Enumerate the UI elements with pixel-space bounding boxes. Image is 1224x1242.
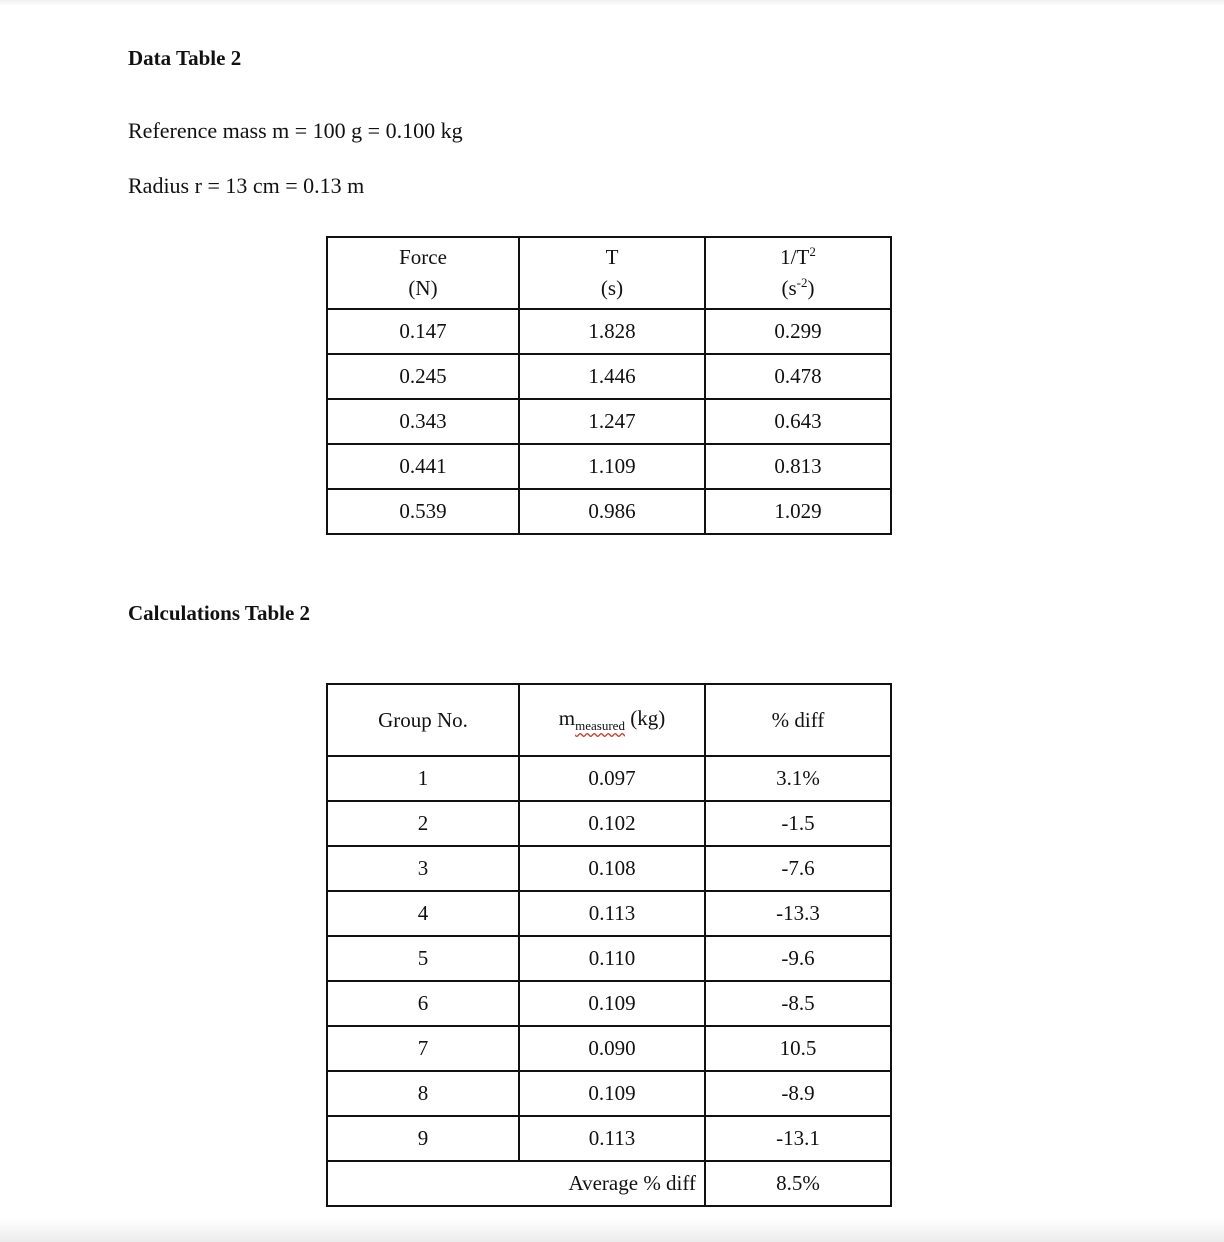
group-cell: 7 [327, 1026, 519, 1071]
header-group-no: Group No. [327, 684, 519, 756]
reference-mass-text: Reference mass m = 100 g = 0.100 kg [128, 118, 463, 143]
group-cell: 1 [327, 756, 519, 801]
data-table-header [327, 237, 891, 309]
mass-cell: 0.113 [519, 1116, 705, 1161]
period-cell: 1.109 [519, 444, 705, 489]
mass-cell: 0.097 [519, 756, 705, 801]
top-shade [0, 0, 1224, 6]
data-table [326, 236, 892, 535]
inverse-cell: 0.813 [705, 444, 891, 489]
diff-cell: -7.6 [705, 846, 891, 891]
table-row [327, 489, 891, 534]
table-row [327, 846, 891, 891]
header-mass-measured: $m_{measured}$ (kg) [519, 684, 705, 756]
diff-cell: -8.9 [705, 1071, 891, 1116]
diff-cell: -8.5 [705, 981, 891, 1026]
table-row [327, 1116, 891, 1161]
group-cell: 2 [327, 801, 519, 846]
table-row [327, 399, 891, 444]
table-row [327, 936, 891, 981]
table-row [327, 354, 891, 399]
force-cell: 0.245 [327, 354, 519, 399]
average-diff-label: Average % diff [327, 1161, 705, 1206]
force-cell: 0.441 [327, 444, 519, 489]
table-footer-row [327, 1161, 891, 1206]
average-diff-value: 8.5% [705, 1161, 891, 1206]
force-cell: 0.539 [327, 489, 519, 534]
period-cell: 0.986 [519, 489, 705, 534]
group-cell: 9 [327, 1116, 519, 1161]
table-row [327, 891, 891, 936]
period-cell: 1.446 [519, 354, 705, 399]
header-period: T (s) [519, 237, 705, 309]
header-percent-diff: % diff [705, 684, 891, 756]
table-row [327, 309, 891, 354]
group-cell: 6 [327, 981, 519, 1026]
inverse-cell: 1.029 [705, 489, 891, 534]
calculations-table [326, 683, 892, 1207]
group-cell: 5 [327, 936, 519, 981]
calculations-table-title: Calculations Table 2 [128, 601, 311, 625]
mass-cell: 0.110 [519, 936, 705, 981]
table-row [327, 801, 891, 846]
table-row [327, 1071, 891, 1116]
period-cell: 1.828 [519, 309, 705, 354]
table-row [327, 756, 891, 801]
mass-cell: 0.109 [519, 1071, 705, 1116]
diff-cell: -9.6 [705, 936, 891, 981]
diff-cell: -1.5 [705, 801, 891, 846]
header-inverse-period-squared: $1/T^2$ $(s^{-2})$ [705, 237, 891, 309]
mass-cell: 0.108 [519, 846, 705, 891]
group-cell: 3 [327, 846, 519, 891]
diff-cell: 10.5 [705, 1026, 891, 1071]
diff-cell: -13.3 [705, 891, 891, 936]
mass-cell: 0.113 [519, 891, 705, 936]
diff-cell: -13.1 [705, 1116, 891, 1161]
table-row [327, 981, 891, 1026]
data-table-title: Data Table 2 [128, 46, 242, 70]
inverse-cell: 0.478 [705, 354, 891, 399]
group-cell: 8 [327, 1071, 519, 1116]
table-row [327, 1026, 891, 1071]
mass-cell: 0.102 [519, 801, 705, 846]
force-cell: 0.147 [327, 309, 519, 354]
header-force: Force (N) [327, 237, 519, 309]
radius-text: Radius r = 13 cm = 0.13 m [128, 173, 365, 198]
group-cell: 4 [327, 891, 519, 936]
calculations-table-header [327, 684, 891, 756]
force-cell: 0.343 [327, 399, 519, 444]
inverse-cell: 0.643 [705, 399, 891, 444]
table-row [327, 444, 891, 489]
page-bottom-shadow [0, 1218, 1224, 1242]
inverse-cell: 0.299 [705, 309, 891, 354]
diff-cell: 3.1% [705, 756, 891, 801]
mass-cell: 0.109 [519, 981, 705, 1026]
period-cell: 1.247 [519, 399, 705, 444]
mass-cell: 0.090 [519, 1026, 705, 1071]
